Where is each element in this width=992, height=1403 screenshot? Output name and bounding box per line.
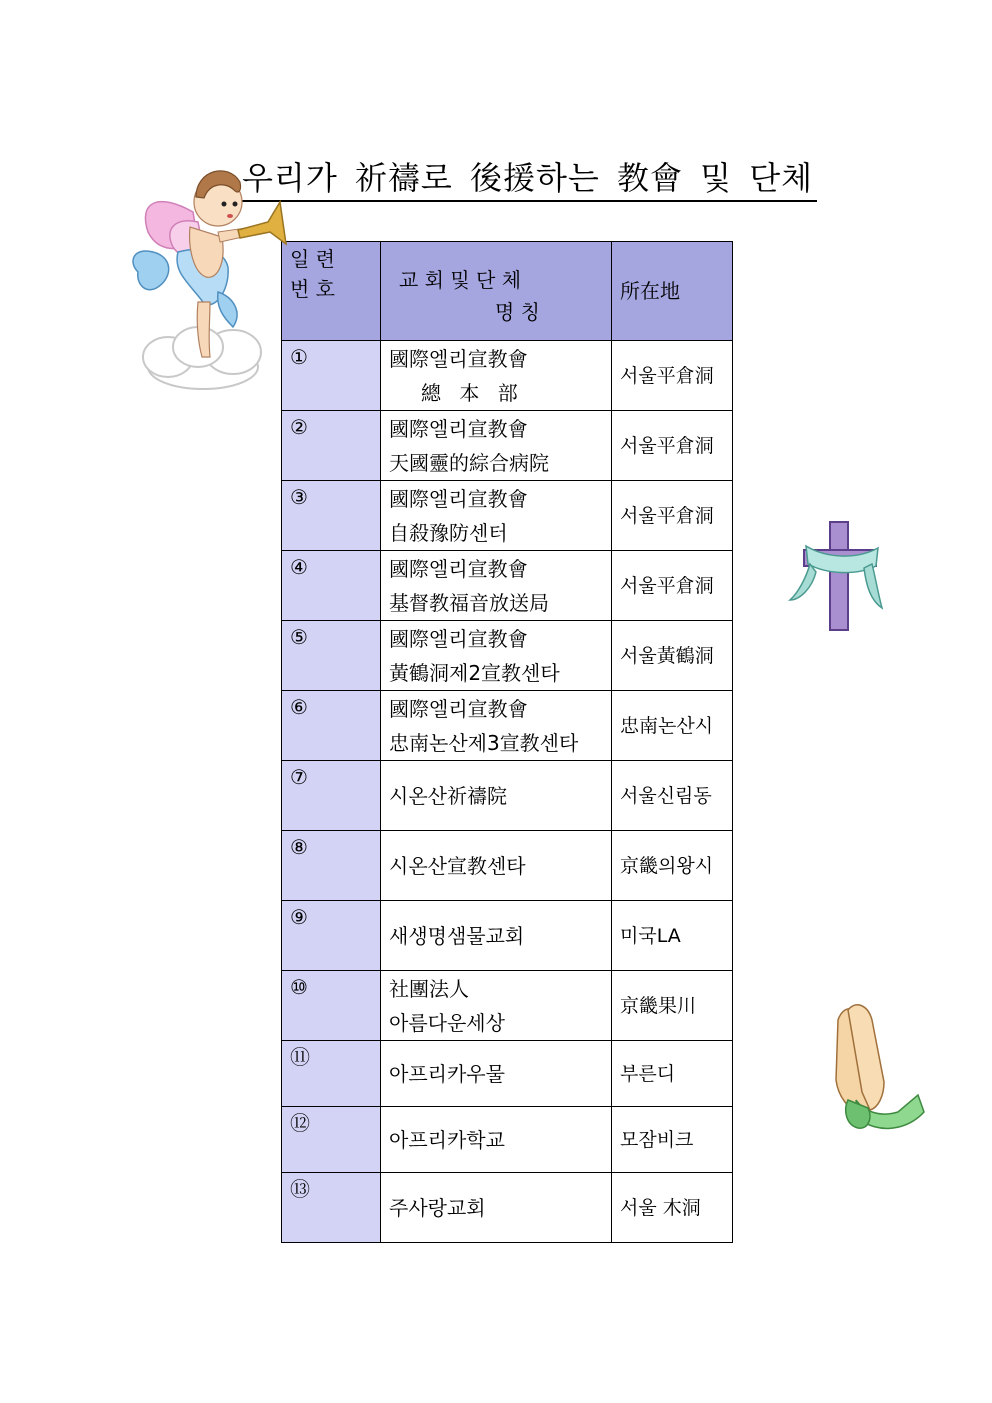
table-row	[282, 761, 733, 831]
row-name	[381, 1041, 612, 1107]
row-number: ⑪	[282, 1041, 381, 1107]
row-name	[381, 761, 612, 831]
table-body	[282, 341, 733, 1243]
row-location: 京畿果川	[612, 971, 733, 1041]
row-name-line: 總 本 部	[421, 380, 524, 405]
table-row	[282, 551, 733, 621]
row-name-line: 아름다운세상	[389, 1010, 505, 1035]
row-location: 서울黃鶴洞	[612, 621, 733, 691]
row-number: ⑤	[282, 621, 381, 691]
table-row	[282, 621, 733, 691]
row-name-line: 國際엘리宣教會	[389, 626, 528, 651]
row-name	[381, 551, 612, 621]
row-name-line: 國際엘리宣教會	[389, 346, 528, 371]
row-name-line: 아프리카우물	[389, 1061, 505, 1086]
row-name-line: 天國靈的綜合病院	[389, 450, 549, 475]
row-location: 미국LA	[612, 901, 733, 971]
table-row	[282, 971, 733, 1041]
row-name	[381, 831, 612, 901]
row-name-line: 아프리카학교	[389, 1127, 505, 1152]
row-location: 서울平倉洞	[612, 341, 733, 411]
row-name-line: 黃鶴洞제2宣教센타	[389, 660, 560, 685]
row-number: ⑩	[282, 971, 381, 1041]
table-row	[282, 691, 733, 761]
row-location: 서울平倉洞	[612, 411, 733, 481]
row-location: 부른디	[612, 1041, 733, 1107]
table-row	[282, 411, 733, 481]
row-number: ⑧	[282, 831, 381, 901]
praying-hands-clipart	[818, 1000, 926, 1135]
row-name-line: 시온산宣教센타	[389, 853, 526, 878]
row-name-line: 社團法人	[389, 976, 469, 1001]
row-location: 忠南논산시	[612, 691, 733, 761]
header-number: 일 련 번 호	[282, 242, 381, 341]
row-name	[381, 481, 612, 551]
table-row	[282, 481, 733, 551]
row-name-line: 忠南논산제3宣教센타	[389, 730, 579, 755]
row-number: ⑦	[282, 761, 381, 831]
row-name	[381, 691, 612, 761]
row-location: 서울신림동	[612, 761, 733, 831]
table-row	[282, 1107, 733, 1173]
table-header-row	[282, 242, 733, 341]
row-name	[381, 1107, 612, 1173]
header-location: 所在地	[612, 242, 733, 341]
row-name	[381, 1173, 612, 1243]
row-number: ①	[282, 341, 381, 411]
row-name	[381, 411, 612, 481]
row-name-line: 國際엘리宣教會	[389, 416, 528, 441]
row-name-line: 自殺豫防센터	[389, 520, 508, 545]
angel-trumpet-clipart	[118, 152, 288, 397]
row-number: ②	[282, 411, 381, 481]
row-name	[381, 901, 612, 971]
row-name	[381, 971, 612, 1041]
row-name-line: 새생명샘물교회	[389, 923, 525, 948]
row-name	[381, 341, 612, 411]
page-title: 우리가 祈禱로 後援하는 教會 및 단체	[242, 158, 817, 202]
table-row	[282, 1041, 733, 1107]
row-location: 서울平倉洞	[612, 481, 733, 551]
row-location: 京畿의왕시	[612, 831, 733, 901]
row-location: 모잠비크	[612, 1107, 733, 1173]
row-number: ⑬	[282, 1173, 381, 1243]
row-name-line: 國際엘리宣教會	[389, 696, 528, 721]
row-name-line: 시온산祈禱院	[389, 783, 507, 808]
row-number: ⑫	[282, 1107, 381, 1173]
row-number: ⑨	[282, 901, 381, 971]
row-name-line: 주사랑교회	[389, 1195, 486, 1220]
row-name	[381, 621, 612, 691]
row-name-line: 基督教福音放送局	[389, 590, 549, 615]
table-row	[282, 341, 733, 411]
table-row	[282, 901, 733, 971]
row-number: ④	[282, 551, 381, 621]
row-location: 서울 木洞	[612, 1173, 733, 1243]
row-name-line: 國際엘리宣教會	[389, 486, 528, 511]
row-number: ⑥	[282, 691, 381, 761]
table-row	[282, 831, 733, 901]
row-name-line: 國際엘리宣教會	[389, 556, 528, 581]
row-location: 서울平倉洞	[612, 551, 733, 621]
cross-with-cloth-clipart	[786, 518, 886, 633]
table-row	[282, 1173, 733, 1243]
church-table	[281, 241, 733, 1243]
header-name: 교 회 및 단 체 명 칭	[381, 242, 612, 341]
row-number: ③	[282, 481, 381, 551]
